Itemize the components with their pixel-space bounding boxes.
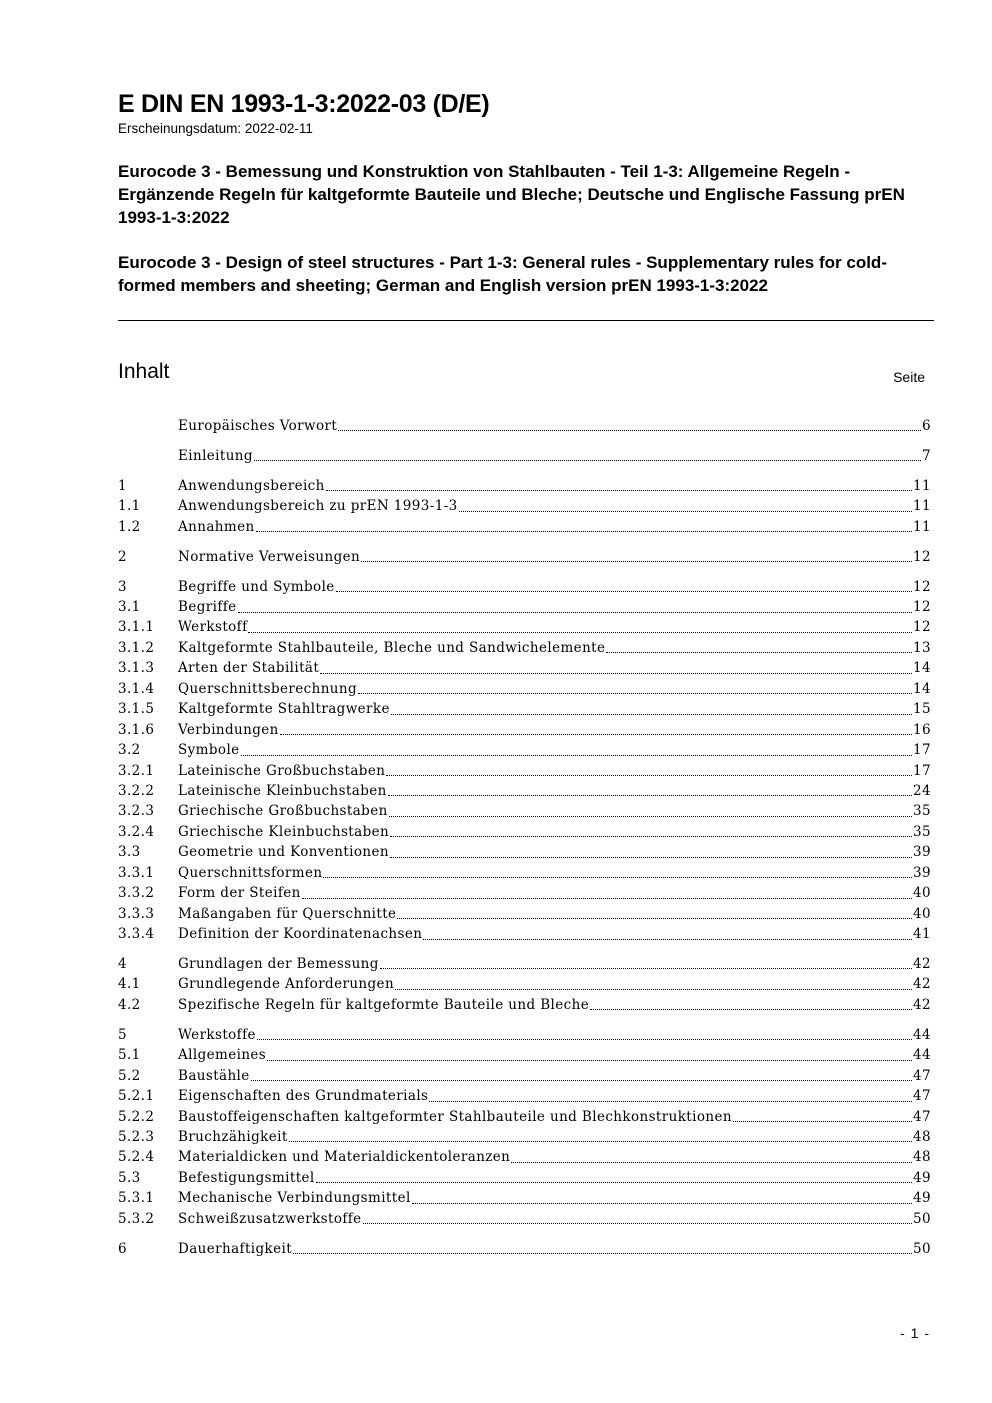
toc-entry-title: Arten der Stabilität [178, 658, 319, 678]
toc-entry-number: 3.1.5 [118, 701, 155, 718]
toc-entry-page: 48 [913, 1128, 931, 1145]
toc-entry-page: 17 [913, 762, 931, 779]
toc-entry[interactable] [118, 1168, 931, 1188]
toc-entry-number: 3.3.2 [118, 885, 155, 902]
table-of-contents [118, 416, 931, 1259]
toc-entry-number: 5.3 [118, 1169, 141, 1186]
toc-dot-leader [459, 511, 912, 512]
toc-entry[interactable] [118, 995, 931, 1015]
toc-dot-leader [316, 1182, 912, 1183]
toc-entry-title: Lateinische Kleinbuchstaben [178, 781, 387, 801]
toc-entry-number: 1 [118, 477, 127, 494]
toc-entry[interactable] [118, 1188, 931, 1208]
toc-entry-title: Kaltgeformte Stahltragwerke [178, 699, 390, 719]
document-id: E DIN EN 1993-1-3:2022-03 (D/E) [118, 90, 490, 118]
toc-entry[interactable] [118, 1086, 931, 1106]
toc-entry-title: Baustoffeigenschaften kaltgeformter Stahlbauteile und Blechkonstruktionen [178, 1107, 732, 1127]
toc-entry[interactable] [118, 822, 931, 842]
toc-entry-number: 3.2.4 [118, 823, 155, 840]
toc-entry-number: 3.1.2 [118, 639, 155, 656]
toc-entry-title: Schweißzusatzwerkstoffe [178, 1209, 362, 1229]
toc-dot-leader [251, 1080, 912, 1081]
toc-entry-title: Einleitung [178, 446, 253, 466]
toc-entry-title: Anwendungsbereich [178, 476, 325, 496]
toc-dot-leader [390, 836, 912, 837]
toc-dot-leader [363, 1223, 912, 1224]
toc-entry-number: 3.3.3 [118, 905, 155, 922]
toc-entry-page: 47 [913, 1067, 931, 1084]
toc-entry-page: 40 [913, 905, 931, 922]
toc-entry-number: 2 [118, 548, 127, 565]
toc-entry-page: 24 [913, 782, 931, 799]
page-number: - 1 - [900, 1325, 930, 1341]
publication-date: Erscheinungsdatum: 2022-02-11 [118, 121, 313, 136]
toc-entry[interactable] [118, 761, 931, 781]
toc-dot-leader [361, 561, 912, 562]
toc-entry-number: 1.2 [118, 518, 141, 535]
toc-entry-title: Symbole [178, 740, 240, 760]
toc-entry-title: Anwendungsbereich zu prEN 1993-1-3 [178, 496, 458, 516]
toc-entry-page: 35 [913, 823, 931, 840]
toc-entry[interactable] [118, 974, 931, 994]
toc-entry-page: 49 [913, 1190, 931, 1207]
toc-entry-title: Spezifische Regeln für kaltgeformte Bauteile und Bleche [178, 995, 589, 1015]
toc-dot-leader [733, 1121, 912, 1122]
toc-entry-page: 11 [913, 498, 931, 515]
toc-entry-title: Querschnittsberechnung [178, 679, 357, 699]
toc-entry-page: 35 [913, 803, 931, 820]
toc-dot-leader [323, 877, 912, 878]
toc-entry[interactable] [118, 801, 931, 821]
toc-dot-leader [289, 1141, 912, 1142]
toc-entry[interactable] [118, 416, 931, 436]
toc-entry-page: 14 [913, 660, 931, 677]
toc-entry[interactable] [118, 1045, 931, 1065]
toc-entry[interactable] [118, 517, 931, 537]
toc-entry-number: 3.1.1 [118, 619, 155, 636]
toc-entry-number: 4.2 [118, 996, 141, 1013]
toc-entry[interactable] [118, 618, 931, 638]
toc-entry-number: 3.1.6 [118, 721, 155, 738]
toc-entry-number: 4.1 [118, 976, 141, 993]
toc-entry-title: Materialdicken und Materialdickentoleranzen [178, 1147, 510, 1167]
toc-entry-page: 14 [913, 680, 931, 697]
toc-entry[interactable] [118, 699, 931, 719]
toc-entry-number: 3.1.4 [118, 680, 155, 697]
toc-entry[interactable] [118, 1127, 931, 1147]
toc-entry-number: 5.2.2 [118, 1108, 155, 1125]
toc-entry-page: 13 [913, 639, 931, 656]
toc-entry-number: 5 [118, 1026, 127, 1043]
toc-entry-title: Werkstoff [178, 617, 247, 637]
toc-dot-leader [397, 918, 912, 919]
title-german: Eurocode 3 - Bemessung und Konstruktion von Stahlbauten - Teil 1-3: Allgemeine Regeln - Ergänzende Regeln für kaltgeformte Bauteile und Bleche; Deutsche und Englische Fassung prEN 1993-1-3:2022 [118, 162, 905, 227]
toc-entry-number: 3.2.3 [118, 803, 155, 820]
toc-dot-leader [590, 1009, 912, 1010]
toc-entry[interactable] [118, 679, 931, 699]
toc-entry-page: 40 [913, 885, 931, 902]
toc-entry[interactable] [118, 924, 931, 944]
toc-entry[interactable] [118, 863, 931, 883]
toc-entry[interactable] [118, 658, 931, 678]
toc-entry-title: Dauerhaftigkeit [178, 1239, 292, 1259]
toc-entry-title: Verbindungen [178, 720, 279, 740]
toc-entry-number: 3.1 [118, 599, 141, 616]
toc-dot-leader [429, 1101, 912, 1102]
toc-entry-number: 5.3.2 [118, 1210, 155, 1227]
toc-page-column-label: Seite [893, 369, 925, 385]
toc-entry-page: 41 [913, 926, 931, 943]
toc-entry-title: Geometrie und Konventionen [178, 842, 389, 862]
toc-entry-number: 5.2 [118, 1067, 141, 1084]
toc-entry-page: 49 [913, 1169, 931, 1186]
toc-dot-leader [267, 1060, 912, 1061]
toc-entry-page: 6 [922, 417, 931, 434]
toc-entry-number: 5.2.4 [118, 1149, 155, 1166]
toc-entry-number: 4 [118, 955, 127, 972]
toc-entry-number: 3.3 [118, 844, 141, 861]
toc-entry[interactable] [118, 883, 931, 903]
toc-dot-leader [248, 632, 912, 633]
toc-dot-leader [511, 1162, 912, 1163]
toc-entry-page: 12 [913, 619, 931, 636]
toc-dot-leader [302, 898, 912, 899]
toc-entry-page: 39 [913, 844, 931, 861]
toc-entry-title: Lateinische Großbuchstaben [178, 761, 385, 781]
toc-entry[interactable] [118, 496, 931, 516]
toc-entry-title: Begriffe [178, 597, 237, 617]
toc-entry-page: 7 [922, 447, 931, 464]
toc-entry[interactable] [118, 577, 931, 597]
toc-dot-leader [320, 673, 912, 674]
toc-entry-number: 5.2.3 [118, 1128, 155, 1145]
toc-dot-leader [256, 531, 912, 532]
toc-entry-number: 5.3.1 [118, 1190, 155, 1207]
toc-entry-title: Griechische Großbuchstaben [178, 801, 388, 821]
toc-dot-leader [386, 775, 912, 776]
toc-dot-leader [389, 816, 912, 817]
toc-entry-title: Form der Steifen [178, 883, 301, 903]
toc-entry[interactable] [118, 1147, 931, 1167]
toc-entry-title: Bruchzähigkeit [178, 1127, 288, 1147]
toc-entry-page: 44 [913, 1047, 931, 1064]
toc-dot-leader [326, 490, 912, 491]
toc-dot-leader [606, 652, 912, 653]
toc-entry[interactable] [118, 547, 931, 567]
toc-entry[interactable] [118, 954, 931, 974]
toc-entry[interactable] [118, 638, 931, 658]
toc-entry[interactable] [118, 597, 931, 617]
toc-entry-title: Begriffe und Symbole [178, 577, 335, 597]
toc-entry-title: Annahmen [178, 517, 255, 537]
toc-entry-title: Grundlegende Anforderungen [178, 974, 394, 994]
toc-dot-leader [395, 989, 912, 990]
toc-entry[interactable] [118, 740, 931, 760]
toc-dot-leader [423, 939, 912, 940]
toc-dot-leader [280, 734, 912, 735]
toc-entry[interactable] [118, 1066, 931, 1086]
toc-entry-title: Maßangaben für Querschnitte [178, 904, 396, 924]
toc-entry-title: Baustähle [178, 1066, 250, 1086]
toc-entry-page: 48 [913, 1149, 931, 1166]
toc-dot-leader [388, 795, 912, 796]
toc-entry-number: 5.1 [118, 1047, 141, 1064]
toc-entry-title: Allgemeines [178, 1045, 266, 1065]
toc-entry-number: 3.2.2 [118, 782, 155, 799]
toc-entry-page: 16 [913, 721, 931, 738]
toc-entry-title: Eigenschaften des Grundmaterials [178, 1086, 428, 1106]
toc-entry-page: 12 [913, 599, 931, 616]
toc-dot-leader [257, 1039, 912, 1040]
toc-entry-number: 1.1 [118, 498, 141, 515]
toc-dot-leader [390, 857, 912, 858]
toc-entry-page: 42 [913, 996, 931, 1013]
toc-entry-number: 3.2 [118, 742, 141, 759]
toc-dot-leader [336, 591, 912, 592]
toc-entry-title: Grundlagen der Bemessung [178, 954, 379, 974]
header-divider [118, 320, 934, 321]
toc-entry-page: 15 [913, 701, 931, 718]
toc-entry-title: Werkstoffe [178, 1025, 256, 1045]
toc-entry-page: 42 [913, 955, 931, 972]
toc-entry-number: 3 [118, 578, 127, 595]
toc-entry-page: 11 [913, 477, 931, 494]
toc-dot-leader [293, 1253, 912, 1254]
toc-entry-page: 12 [913, 548, 931, 565]
toc-entry-number: 3.3.1 [118, 864, 155, 881]
toc-entry-title: Mechanische Verbindungsmittel [178, 1188, 411, 1208]
toc-entry-page: 39 [913, 864, 931, 881]
toc-entry-number: 3.2.1 [118, 762, 155, 779]
toc-entry-title: Kaltgeformte Stahlbauteile, Bleche und Sandwichelemente [178, 638, 605, 658]
toc-entry[interactable] [118, 720, 931, 740]
toc-entry[interactable] [118, 781, 931, 801]
toc-dot-leader [380, 968, 912, 969]
toc-dot-leader [391, 714, 912, 715]
toc-dot-leader [412, 1203, 912, 1204]
toc-entry-page: 47 [913, 1108, 931, 1125]
toc-entry-page: 11 [913, 518, 931, 535]
toc-entry-number: 3.3.4 [118, 926, 155, 943]
toc-entry-number: 6 [118, 1240, 127, 1257]
toc-entry-page: 42 [913, 976, 931, 993]
toc-entry[interactable] [118, 1025, 931, 1045]
toc-entry-page: 12 [913, 578, 931, 595]
toc-entry[interactable] [118, 842, 931, 862]
toc-dot-leader [254, 460, 921, 461]
toc-entry-title: Europäisches Vorwort [178, 416, 337, 436]
toc-entry-page: 50 [913, 1210, 931, 1227]
toc-entry-title: Definition der Koordinatenachsen [178, 924, 422, 944]
toc-entry[interactable] [118, 1239, 931, 1259]
title-english: Eurocode 3 - Design of steel structures - Part 1-3: General rules - Supplementary rules for cold-formed members and sheeting; German and English version prEN 1993-1-3:2022 [118, 253, 887, 295]
toc-entry-page: 17 [913, 742, 931, 759]
toc-entry-number: 3.1.3 [118, 660, 155, 677]
toc-entry[interactable] [118, 476, 931, 496]
toc-entry-page: 44 [913, 1026, 931, 1043]
toc-entry[interactable] [118, 1209, 931, 1229]
toc-entry-number: 5.2.1 [118, 1088, 155, 1105]
toc-entry-page: 47 [913, 1088, 931, 1105]
toc-heading: Inhalt [118, 360, 170, 383]
toc-entry[interactable] [118, 446, 931, 466]
toc-entry-title: Griechische Kleinbuchstaben [178, 822, 389, 842]
toc-entry[interactable] [118, 904, 931, 924]
toc-dot-leader [241, 755, 912, 756]
toc-dot-leader [238, 612, 913, 613]
toc-dot-leader [338, 430, 921, 431]
toc-entry-title: Befestigungsmittel [178, 1168, 315, 1188]
toc-dot-leader [358, 693, 912, 694]
toc-entry-title: Querschnittsformen [178, 863, 322, 883]
toc-entry[interactable] [118, 1107, 931, 1127]
toc-entry-title: Normative Verweisungen [178, 547, 360, 567]
toc-entry-page: 50 [913, 1240, 931, 1257]
